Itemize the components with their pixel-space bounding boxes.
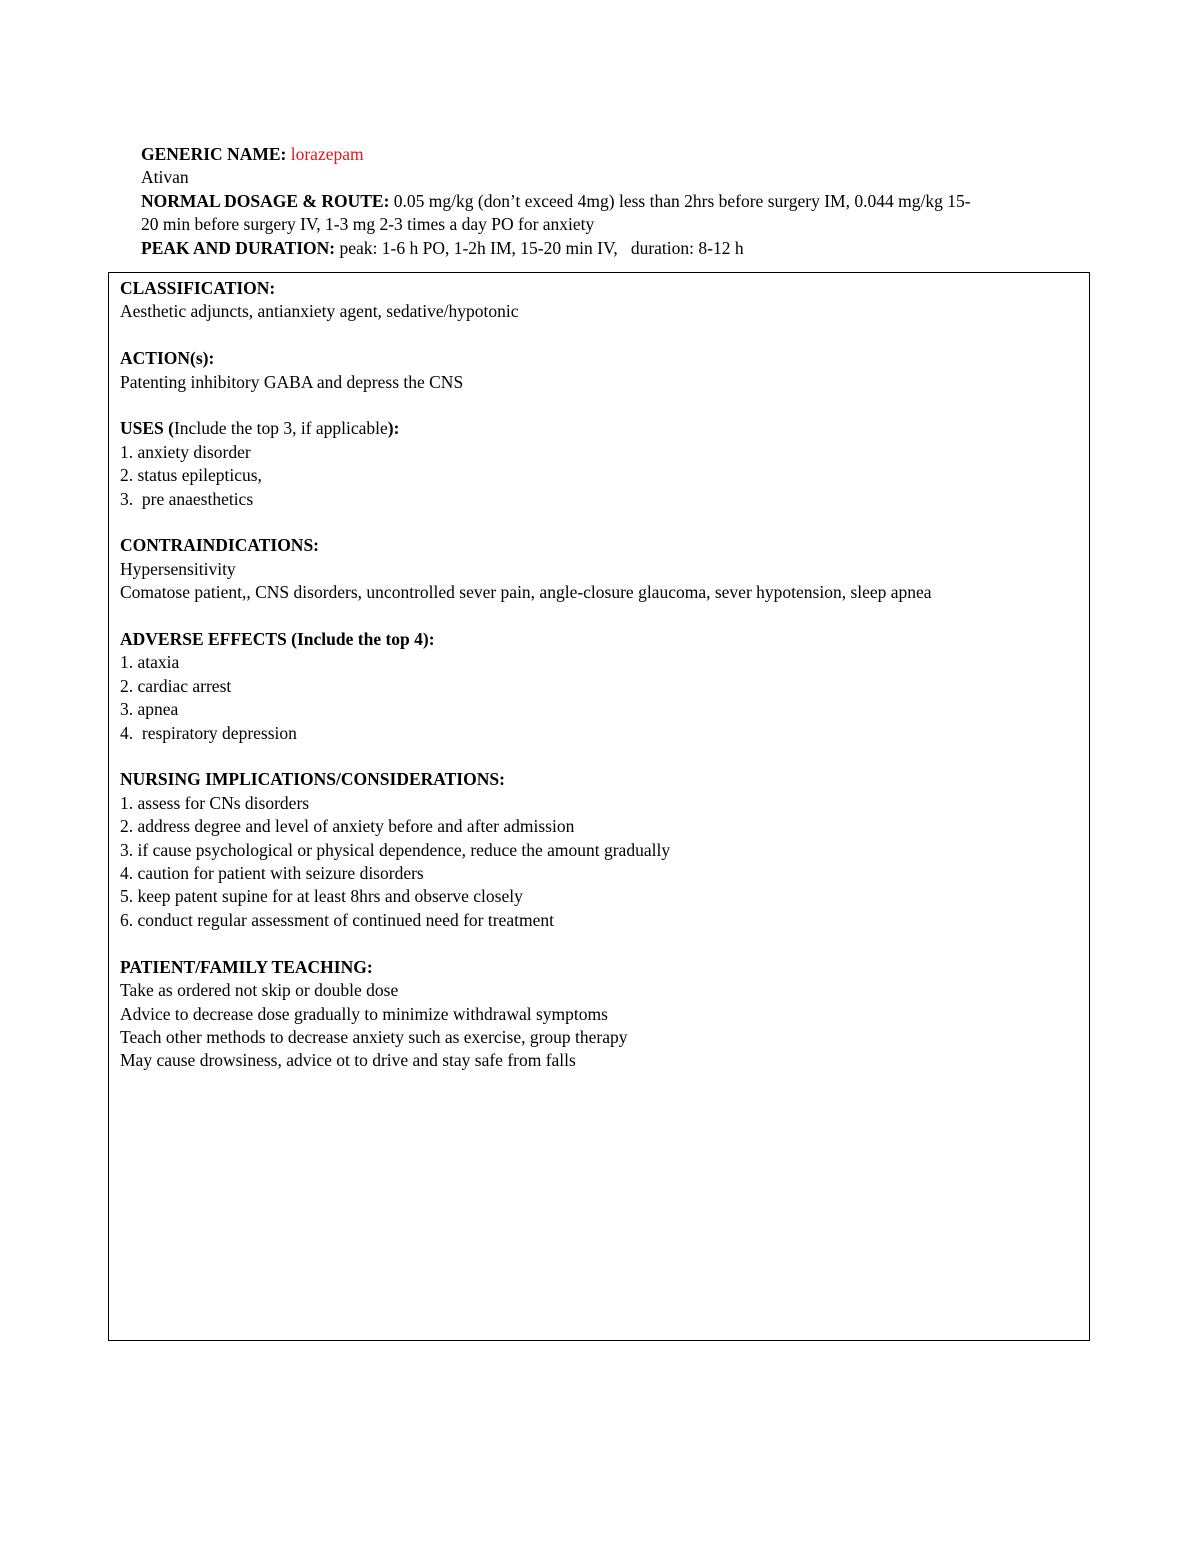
nursing-item: 1. assess for CNs disorders	[120, 792, 310, 813]
classification-heading: CLASSIFICATION:	[120, 278, 276, 298]
action-heading: ACTION(s):	[120, 348, 215, 369]
peak-duration-line	[141, 237, 1071, 260]
peak-duration-value: peak: 1-6 h PO, 1-2h IM, 15-20 min IV, duration: 8-12 h	[339, 237, 744, 258]
nursing-item: 2. address degree and level of anxiety before and after admission	[120, 816, 575, 837]
classification-line: Aesthetic adjuncts, antianxiety agent, sedative/hypotonic	[120, 301, 519, 322]
uses-heading	[120, 417, 1078, 440]
dosage-route-value-1: 0.05 mg/kg (don’t exceed 4mg) less than 2hrs before surgery IM, 0.044 mg/kg 15-	[393, 190, 971, 211]
dosage-route-label: NORMAL DOSAGE & ROUTE:	[141, 190, 390, 211]
teaching-item: Advice to decrease dose gradually to minimize withdrawal symptoms	[120, 1003, 608, 1024]
contraindications-line: Comatose patient,, CNS disorders, uncontrolled sever pain, angle-closure glaucoma, sever hypotension, sleep apnea	[120, 582, 932, 603]
nursing-item: 3. if cause psychological or physical dependence, reduce the amount gradually	[120, 839, 671, 860]
uses-heading-start: USES (	[120, 418, 174, 439]
uses-item: 2. status epilepticus,	[120, 465, 262, 486]
contraindications-line: Hypersensitivity	[120, 558, 236, 579]
adverse-effect-item: 4. respiratory depression	[120, 722, 297, 743]
nursing-heading: NURSING IMPLICATIONS/CONSIDERATIONS:	[120, 769, 505, 790]
dosage-route-value-2: 20 min before surgery IV, 1-3 mg 2-3 times a day PO for anxiety	[141, 214, 595, 235]
adverse-effect-item: 2. cardiac arrest	[120, 675, 232, 696]
adverse-effect-item: 3. apnea	[120, 699, 179, 720]
contraindications-heading: CONTRAINDICATIONS:	[120, 535, 320, 556]
uses-section	[120, 417, 1078, 511]
adverse-effects-heading: ADVERSE EFFECTS (Include the top 4):	[120, 629, 435, 650]
teaching-item: May cause drowsiness, advice ot to drive and stay safe from falls	[120, 1050, 576, 1071]
generic-name-label: GENERIC NAME:	[141, 144, 287, 164]
action-line: Patenting inhibitory GABA and depress the CNS	[120, 371, 464, 392]
brand-name: Ativan	[141, 167, 189, 188]
classification-section	[120, 277, 1078, 324]
dosage-route-line	[141, 190, 1071, 213]
adverse-effects-section	[120, 628, 1078, 745]
drug-info-box	[108, 272, 1090, 1341]
adverse-effect-item: 1. ataxia	[120, 652, 180, 673]
drug-header	[141, 143, 1071, 260]
uses-heading-note: Include the top 3, if applicable	[173, 418, 388, 439]
uses-heading-end: ):	[387, 418, 400, 439]
nursing-item: 4. caution for patient with seizure disorders	[120, 863, 424, 884]
generic-name-value: lorazepam	[290, 144, 364, 164]
nursing-item: 6. conduct regular assessment of continued need for treatment	[120, 909, 554, 930]
action-section	[120, 347, 1078, 394]
contraindications-section	[120, 534, 1078, 604]
teaching-item: Teach other methods to decrease anxiety such as exercise, group therapy	[120, 1026, 628, 1047]
peak-duration-label: PEAK AND DURATION:	[141, 237, 336, 258]
uses-item: 1. anxiety disorder	[120, 441, 251, 462]
nursing-item: 5. keep patent supine for at least 8hrs and observe closely	[120, 886, 523, 907]
teaching-heading: PATIENT/FAMILY TEACHING:	[120, 956, 373, 977]
uses-item: 3. pre anaesthetics	[120, 488, 254, 509]
teaching-section	[120, 956, 1078, 1073]
generic-name-line	[141, 143, 1071, 166]
nursing-section	[120, 768, 1078, 932]
teaching-item: Take as ordered not skip or double dose	[120, 980, 399, 1001]
